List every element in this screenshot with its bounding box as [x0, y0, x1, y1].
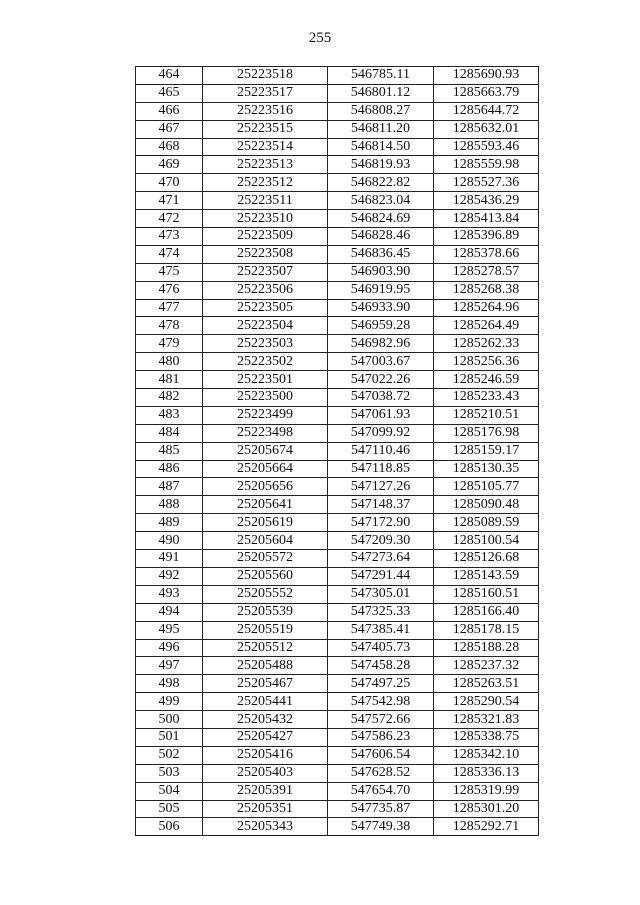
point-id-cell: 25205427 [203, 728, 328, 746]
y-coordinate-cell: 1285268.38 [434, 281, 539, 299]
y-coordinate-cell: 1285143.59 [434, 567, 539, 585]
x-coordinate-cell: 546814.50 [328, 138, 434, 156]
x-coordinate-cell: 546982.96 [328, 335, 434, 353]
table-row [136, 192, 539, 210]
table-row [136, 621, 539, 639]
y-coordinate-cell: 1285166.40 [434, 603, 539, 621]
y-coordinate-cell: 1285278.57 [434, 263, 539, 281]
point-id-cell: 25223510 [203, 210, 328, 228]
row-number-cell: 502 [136, 746, 203, 764]
x-coordinate-cell: 546959.28 [328, 317, 434, 335]
point-id-cell: 25205467 [203, 675, 328, 693]
table-row [136, 585, 539, 603]
x-coordinate-cell: 547325.33 [328, 603, 434, 621]
y-coordinate-cell: 1285436.29 [434, 192, 539, 210]
x-coordinate-cell: 547405.73 [328, 639, 434, 657]
x-coordinate-cell: 547038.72 [328, 389, 434, 407]
point-id-cell: 25205539 [203, 603, 328, 621]
row-number-cell: 487 [136, 478, 203, 496]
y-coordinate-cell: 1285342.10 [434, 746, 539, 764]
table-row [136, 228, 539, 246]
y-coordinate-cell: 1285233.43 [434, 389, 539, 407]
row-number-cell: 469 [136, 156, 203, 174]
x-coordinate-cell: 546828.46 [328, 228, 434, 246]
table-row [136, 335, 539, 353]
table-row [136, 138, 539, 156]
row-number-cell: 505 [136, 800, 203, 818]
table-row [136, 782, 539, 800]
point-id-cell: 25223513 [203, 156, 328, 174]
y-coordinate-cell: 1285090.48 [434, 496, 539, 514]
table-row [136, 245, 539, 263]
point-id-cell: 25223509 [203, 228, 328, 246]
point-id-cell: 25223518 [203, 67, 328, 85]
x-coordinate-cell: 547209.30 [328, 532, 434, 550]
x-coordinate-cell: 547628.52 [328, 764, 434, 782]
table-row [136, 102, 539, 120]
table-row [136, 711, 539, 729]
row-number-cell: 466 [136, 102, 203, 120]
point-id-cell: 25205572 [203, 550, 328, 568]
y-coordinate-cell: 1285237.32 [434, 657, 539, 675]
table-row [136, 746, 539, 764]
x-coordinate-cell: 546785.11 [328, 67, 434, 85]
y-coordinate-cell: 1285210.51 [434, 406, 539, 424]
x-coordinate-cell: 547572.66 [328, 711, 434, 729]
x-coordinate-cell: 546801.12 [328, 84, 434, 102]
x-coordinate-cell: 547273.64 [328, 550, 434, 568]
x-coordinate-cell: 547127.26 [328, 478, 434, 496]
table-row [136, 210, 539, 228]
x-coordinate-cell: 547099.92 [328, 424, 434, 442]
point-id-cell: 25223498 [203, 424, 328, 442]
table-row [136, 353, 539, 371]
row-number-cell: 493 [136, 585, 203, 603]
y-coordinate-cell: 1285321.83 [434, 711, 539, 729]
table-row [136, 442, 539, 460]
row-number-cell: 494 [136, 603, 203, 621]
point-id-cell: 25205391 [203, 782, 328, 800]
point-id-cell: 25223516 [203, 102, 328, 120]
row-number-cell: 500 [136, 711, 203, 729]
table-row [136, 371, 539, 389]
y-coordinate-cell: 1285593.46 [434, 138, 539, 156]
table-row [136, 174, 539, 192]
table-row [136, 67, 539, 85]
table-row [136, 120, 539, 138]
row-number-cell: 480 [136, 353, 203, 371]
point-id-cell: 25205560 [203, 567, 328, 585]
x-coordinate-cell: 547735.87 [328, 800, 434, 818]
row-number-cell: 464 [136, 67, 203, 85]
y-coordinate-cell: 1285292.71 [434, 818, 539, 836]
row-number-cell: 499 [136, 693, 203, 711]
table-row [136, 496, 539, 514]
point-id-cell: 25205656 [203, 478, 328, 496]
point-id-cell: 25205403 [203, 764, 328, 782]
point-id-cell: 25205432 [203, 711, 328, 729]
point-id-cell: 25205416 [203, 746, 328, 764]
point-id-cell: 25223517 [203, 84, 328, 102]
row-number-cell: 475 [136, 263, 203, 281]
x-coordinate-cell: 546811.20 [328, 120, 434, 138]
point-id-cell: 25223502 [203, 353, 328, 371]
x-coordinate-cell: 547022.26 [328, 371, 434, 389]
row-number-cell: 498 [136, 675, 203, 693]
y-coordinate-cell: 1285105.77 [434, 478, 539, 496]
y-coordinate-cell: 1285319.99 [434, 782, 539, 800]
table-row [136, 156, 539, 174]
table-body [136, 67, 539, 836]
table-row [136, 460, 539, 478]
y-coordinate-cell: 1285378.66 [434, 245, 539, 263]
point-id-cell: 25205488 [203, 657, 328, 675]
table-row [136, 675, 539, 693]
x-coordinate-cell: 546819.93 [328, 156, 434, 174]
point-id-cell: 25205664 [203, 460, 328, 478]
table-row [136, 693, 539, 711]
row-number-cell: 501 [136, 728, 203, 746]
table-row [136, 657, 539, 675]
y-coordinate-cell: 1285160.51 [434, 585, 539, 603]
point-id-cell: 25205512 [203, 639, 328, 657]
table-row [136, 389, 539, 407]
x-coordinate-cell: 546903.90 [328, 263, 434, 281]
point-id-cell: 25223511 [203, 192, 328, 210]
x-coordinate-cell: 547061.93 [328, 406, 434, 424]
x-coordinate-cell: 547749.38 [328, 818, 434, 836]
point-id-cell: 25205343 [203, 818, 328, 836]
row-number-cell: 465 [136, 84, 203, 102]
table-row [136, 764, 539, 782]
y-coordinate-cell: 1285176.98 [434, 424, 539, 442]
row-number-cell: 473 [136, 228, 203, 246]
row-number-cell: 495 [136, 621, 203, 639]
y-coordinate-cell: 1285100.54 [434, 532, 539, 550]
row-number-cell: 490 [136, 532, 203, 550]
point-id-cell: 25223499 [203, 406, 328, 424]
y-coordinate-cell: 1285663.79 [434, 84, 539, 102]
point-id-cell: 25223508 [203, 245, 328, 263]
table-row [136, 299, 539, 317]
point-id-cell: 25223505 [203, 299, 328, 317]
y-coordinate-cell: 1285413.84 [434, 210, 539, 228]
row-number-cell: 486 [136, 460, 203, 478]
row-number-cell: 472 [136, 210, 203, 228]
row-number-cell: 506 [136, 818, 203, 836]
table-row [136, 728, 539, 746]
row-number-cell: 482 [136, 389, 203, 407]
point-id-cell: 25205641 [203, 496, 328, 514]
row-number-cell: 492 [136, 567, 203, 585]
x-coordinate-cell: 547606.54 [328, 746, 434, 764]
x-coordinate-cell: 547118.85 [328, 460, 434, 478]
y-coordinate-cell: 1285130.35 [434, 460, 539, 478]
x-coordinate-cell: 547654.70 [328, 782, 434, 800]
point-id-cell: 25205519 [203, 621, 328, 639]
point-id-cell: 25205441 [203, 693, 328, 711]
table-row [136, 800, 539, 818]
row-number-cell: 496 [136, 639, 203, 657]
y-coordinate-cell: 1285396.89 [434, 228, 539, 246]
y-coordinate-cell: 1285338.75 [434, 728, 539, 746]
y-coordinate-cell: 1285126.68 [434, 550, 539, 568]
x-coordinate-cell: 547148.37 [328, 496, 434, 514]
y-coordinate-cell: 1285178.15 [434, 621, 539, 639]
point-id-cell: 25223501 [203, 371, 328, 389]
point-id-cell: 25205674 [203, 442, 328, 460]
row-number-cell: 468 [136, 138, 203, 156]
table-row [136, 406, 539, 424]
row-number-cell: 504 [136, 782, 203, 800]
x-coordinate-cell: 547305.01 [328, 585, 434, 603]
row-number-cell: 476 [136, 281, 203, 299]
y-coordinate-cell: 1285262.33 [434, 335, 539, 353]
x-coordinate-cell: 547497.25 [328, 675, 434, 693]
point-id-cell: 25223512 [203, 174, 328, 192]
row-number-cell: 470 [136, 174, 203, 192]
row-number-cell: 491 [136, 550, 203, 568]
x-coordinate-cell: 547542.98 [328, 693, 434, 711]
y-coordinate-cell: 1285290.54 [434, 693, 539, 711]
table-row [136, 281, 539, 299]
point-id-cell: 25205552 [203, 585, 328, 603]
y-coordinate-cell: 1285301.20 [434, 800, 539, 818]
table-row [136, 639, 539, 657]
point-id-cell: 25223504 [203, 317, 328, 335]
x-coordinate-cell: 546823.04 [328, 192, 434, 210]
page-number: 255 [308, 30, 332, 46]
y-coordinate-cell: 1285089.59 [434, 514, 539, 532]
point-id-cell: 25205619 [203, 514, 328, 532]
x-coordinate-cell: 547291.44 [328, 567, 434, 585]
row-number-cell: 485 [136, 442, 203, 460]
y-coordinate-cell: 1285246.59 [434, 371, 539, 389]
row-number-cell: 503 [136, 764, 203, 782]
y-coordinate-cell: 1285690.93 [434, 67, 539, 85]
point-id-cell: 25205351 [203, 800, 328, 818]
x-coordinate-cell: 546933.90 [328, 299, 434, 317]
table-row [136, 603, 539, 621]
table-row [136, 532, 539, 550]
row-number-cell: 467 [136, 120, 203, 138]
x-coordinate-cell: 547110.46 [328, 442, 434, 460]
y-coordinate-cell: 1285644.72 [434, 102, 539, 120]
table-row [136, 818, 539, 836]
row-number-cell: 478 [136, 317, 203, 335]
x-coordinate-cell: 547458.28 [328, 657, 434, 675]
table-row [136, 317, 539, 335]
point-id-cell: 25223507 [203, 263, 328, 281]
row-number-cell: 481 [136, 371, 203, 389]
x-coordinate-cell: 547003.67 [328, 353, 434, 371]
y-coordinate-cell: 1285159.17 [434, 442, 539, 460]
row-number-cell: 479 [136, 335, 203, 353]
y-coordinate-cell: 1285632.01 [434, 120, 539, 138]
point-id-cell: 25223514 [203, 138, 328, 156]
point-id-cell: 25223500 [203, 389, 328, 407]
table-row [136, 550, 539, 568]
point-id-cell: 25223506 [203, 281, 328, 299]
y-coordinate-cell: 1285264.49 [434, 317, 539, 335]
row-number-cell: 489 [136, 514, 203, 532]
y-coordinate-cell: 1285264.96 [434, 299, 539, 317]
row-number-cell: 471 [136, 192, 203, 210]
x-coordinate-cell: 546836.45 [328, 245, 434, 263]
x-coordinate-cell: 547385.41 [328, 621, 434, 639]
y-coordinate-cell: 1285256.36 [434, 353, 539, 371]
x-coordinate-cell: 546824.69 [328, 210, 434, 228]
coordinates-table [135, 66, 539, 836]
table-row [136, 514, 539, 532]
row-number-cell: 477 [136, 299, 203, 317]
x-coordinate-cell: 547586.23 [328, 728, 434, 746]
row-number-cell: 474 [136, 245, 203, 263]
point-id-cell: 25223503 [203, 335, 328, 353]
y-coordinate-cell: 1285559.98 [434, 156, 539, 174]
x-coordinate-cell: 546808.27 [328, 102, 434, 120]
table-row [136, 424, 539, 442]
row-number-cell: 484 [136, 424, 203, 442]
row-number-cell: 488 [136, 496, 203, 514]
table-row [136, 84, 539, 102]
x-coordinate-cell: 547172.90 [328, 514, 434, 532]
x-coordinate-cell: 546919.95 [328, 281, 434, 299]
row-number-cell: 483 [136, 406, 203, 424]
table-row [136, 263, 539, 281]
row-number-cell: 497 [136, 657, 203, 675]
x-coordinate-cell: 546822.82 [328, 174, 434, 192]
point-id-cell: 25223515 [203, 120, 328, 138]
table-row [136, 567, 539, 585]
table-row [136, 478, 539, 496]
y-coordinate-cell: 1285188.28 [434, 639, 539, 657]
y-coordinate-cell: 1285527.36 [434, 174, 539, 192]
y-coordinate-cell: 1285336.13 [434, 764, 539, 782]
point-id-cell: 25205604 [203, 532, 328, 550]
y-coordinate-cell: 1285263.51 [434, 675, 539, 693]
